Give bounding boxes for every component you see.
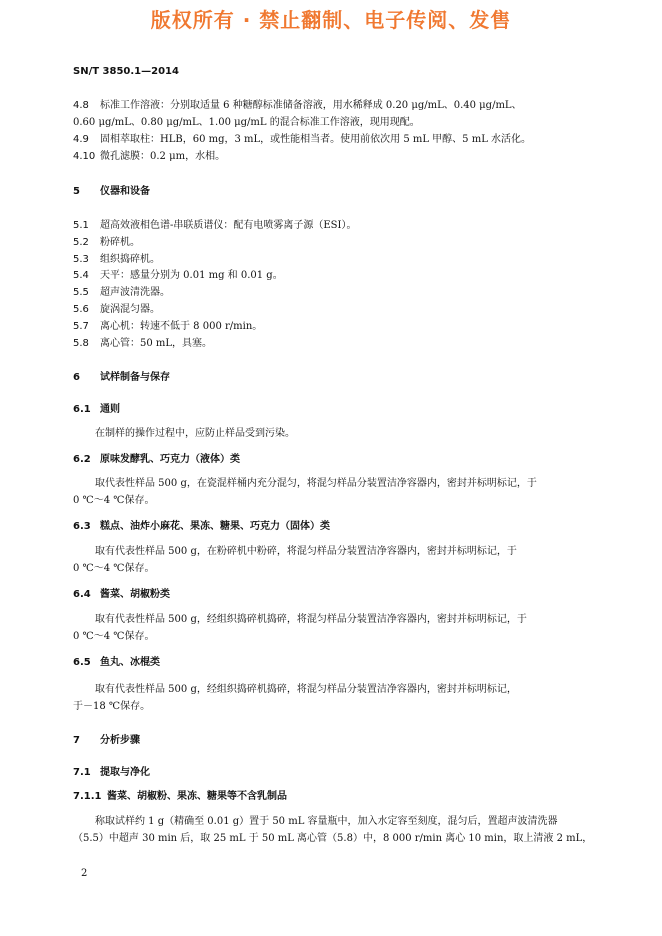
paragraph-6-3-line1: 取有代表性样品 500 g，在粉碎机中粉碎，将混匀样品分装置洁净容器内，密封并标明标记，于 xyxy=(95,546,517,557)
item-5-2 xyxy=(73,236,140,250)
item-number: 5.2 xyxy=(73,237,89,248)
item-text: 组织捣碎机。 xyxy=(100,254,160,265)
item-text: 离心机：转速不低于 8 000 r/min。 xyxy=(100,321,263,332)
item-4-10 xyxy=(73,150,225,164)
subsection-6-2-heading xyxy=(73,453,240,467)
paragraph-6-5-line1: 取有代表性样品 500 g，经组织捣碎机捣碎，将混匀样品分装置洁净容器内，密封并标明标记， xyxy=(95,684,517,695)
item-5-6 xyxy=(73,303,160,317)
subsection-6-1-heading xyxy=(73,403,120,417)
section-number: 7.1.1 xyxy=(73,791,102,802)
section-title: 试样制备与保存 xyxy=(100,372,170,383)
subsection-7-1-heading xyxy=(73,766,150,780)
item-number: 4.10 xyxy=(73,151,96,162)
section-title: 酱菜、胡椒粉类 xyxy=(100,589,170,600)
item-text: 超高效液相色谱-串联质谱仪：配有电喷雾离子源（ESI）。 xyxy=(100,220,357,231)
section-title: 仪器和设备 xyxy=(100,186,150,197)
section-number: 7 xyxy=(73,735,80,746)
subsection-6-5-heading xyxy=(73,656,160,670)
section-number: 6 xyxy=(73,372,80,383)
item-text: 天平：感量分别为 0.01 mg 和 0.01 g。 xyxy=(100,270,283,281)
paragraph-6-2-line2: 0 ℃～4 ℃保存。 xyxy=(73,495,155,506)
item-number: 5.4 xyxy=(73,270,89,281)
item-number: 5.5 xyxy=(73,287,89,298)
section-number: 6.2 xyxy=(73,454,91,465)
section-title: 分析步骤 xyxy=(100,735,140,746)
item-5-4 xyxy=(73,269,283,283)
section-title: 酱菜、胡椒粉、果冻、糖果等不含乳制品 xyxy=(107,791,287,802)
item-5-7 xyxy=(73,320,262,334)
item-5-3 xyxy=(73,253,160,267)
copyright-banner: 版权所有 · 禁止翻制、电子传阅、发售 xyxy=(150,8,512,32)
paragraph-6-1: 在制样的操作过程中，应防止样品受到污染。 xyxy=(95,428,295,439)
item-5-1 xyxy=(73,219,356,233)
section-title: 糕点、油炸小麻花、果冻、糖果、巧克力（固体）类 xyxy=(100,521,330,532)
section-number: 6.4 xyxy=(73,589,91,600)
subsection-7-1-1-heading xyxy=(73,790,287,804)
item-number: 5.8 xyxy=(73,338,89,349)
paragraph-6-2-line1: 取代表性样品 500 g，在瓷混样桶内充分混匀，将混匀样品分装置洁净容器内，密封并标明标记，于 xyxy=(95,478,537,489)
section-6-heading xyxy=(73,371,170,385)
item-text: 标准工作溶液：分别取适量 6 种糖醇标准储备溶液，用水稀释成 0.20 μg/mL、0.40 μg/mL、 xyxy=(100,100,522,111)
section-number: 6.1 xyxy=(73,404,91,415)
item-number: 4.9 xyxy=(73,134,89,145)
paragraph-6-5-line2: 于－18 ℃保存。 xyxy=(73,701,151,712)
item-4-9 xyxy=(73,133,531,147)
subsection-6-3-heading xyxy=(73,520,330,534)
subsection-6-4-heading xyxy=(73,588,170,602)
paragraph-6-4-line2: 0 ℃～4 ℃保存。 xyxy=(73,631,155,642)
item-number: 5.6 xyxy=(73,304,89,315)
item-4-8-cont: 0.60 μg/mL、0.80 μg/mL、1.00 μg/mL 的混合标准工作溶液，现用现配。 xyxy=(73,117,420,128)
section-number: 5 xyxy=(73,186,80,197)
paragraph-7-1-1-line2: （5.5）中超声 30 min 后，取 25 mL 于 50 mL 离心管（5.8）中，8 000 r/min 离心 10 min，取上清液 2 mL， xyxy=(73,833,593,844)
paragraph-7-1-1-line1: 称取试样约 1 g（精确至 0.01 g）置于 50 mL 容量瓶中，加入水定容至刻度，混匀后，置超声波清洗器 xyxy=(95,816,558,827)
item-5-5 xyxy=(73,286,170,300)
section-number: 7.1 xyxy=(73,767,91,778)
paragraph-6-4-line1: 取有代表性样品 500 g，经组织捣碎机捣碎，将混匀样品分装置洁净容器内，密封并标明标记，于 xyxy=(95,614,527,625)
section-7-heading xyxy=(73,734,140,748)
item-text: 微孔滤膜：0.2 μm，水相。 xyxy=(100,151,226,162)
item-text: 旋涡混匀器。 xyxy=(100,304,160,315)
section-title: 通则 xyxy=(100,404,120,415)
page-number: 2 xyxy=(81,868,88,879)
paragraph-6-3-line2: 0 ℃～4 ℃保存。 xyxy=(73,563,155,574)
item-5-8 xyxy=(73,337,212,351)
item-number: 4.8 xyxy=(73,100,89,111)
section-5-heading xyxy=(73,185,150,199)
item-text: 固相萃取柱：HLB，60 mg，3 mL，或性能相当者。使用前依次用 5 mL 甲醇、5 mL 水活化。 xyxy=(100,134,532,145)
standard-code: SN/T 3850.1—2014 xyxy=(73,66,179,77)
section-number: 6.5 xyxy=(73,657,91,668)
item-text: 离心管：50 mL，具塞。 xyxy=(100,338,213,349)
section-title: 提取与净化 xyxy=(100,767,150,778)
item-text: 粉碎机。 xyxy=(100,237,140,248)
item-4-8 xyxy=(73,99,522,113)
item-number: 5.7 xyxy=(73,321,89,332)
item-number: 5.1 xyxy=(73,220,89,231)
section-title: 原味发酵乳、巧克力（液体）类 xyxy=(100,454,240,465)
section-number: 6.3 xyxy=(73,521,91,532)
item-number: 5.3 xyxy=(73,254,89,265)
item-text: 超声波清洗器。 xyxy=(100,287,170,298)
section-title: 鱼丸、冰棍类 xyxy=(100,657,160,668)
